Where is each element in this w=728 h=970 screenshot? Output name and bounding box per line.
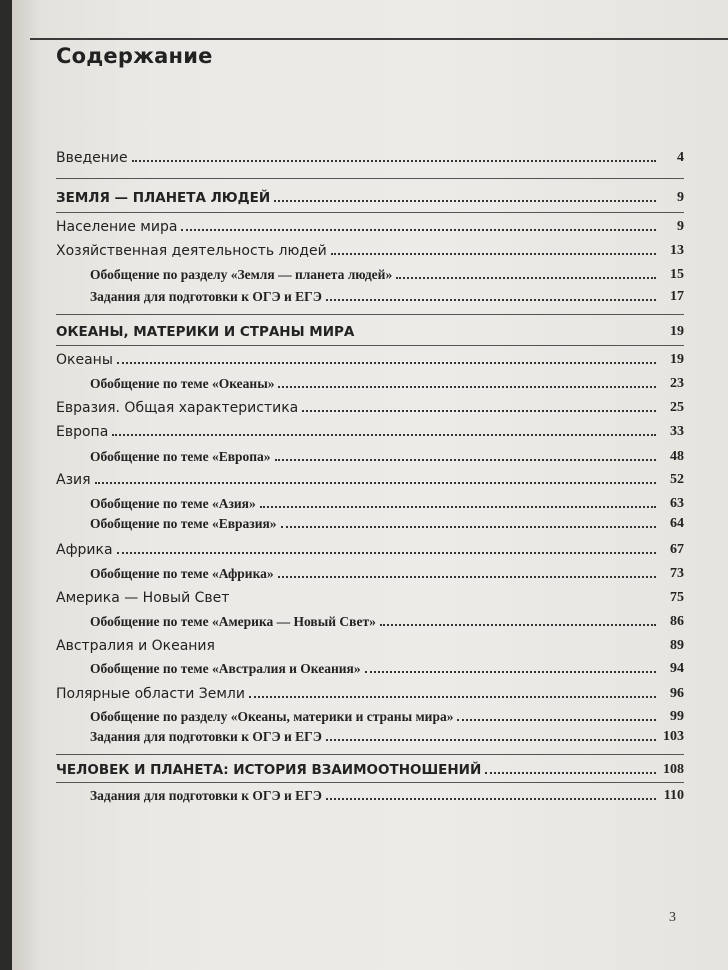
dot-leader [326, 739, 656, 741]
toc-subentry [90, 729, 684, 745]
toc-entry [56, 472, 684, 488]
page-number: 3 [669, 910, 676, 925]
toc-entry-page: 9 [677, 219, 684, 234]
toc-entry-page: 17 [670, 289, 684, 304]
toc-entry-page: 86 [670, 614, 684, 629]
toc-entry-title: Обобщение по теме «Европа» [90, 449, 271, 464]
dot-leader [457, 719, 656, 721]
toc-entry-title: Задания для подготовки к ОГЭ и ЕГЭ [90, 788, 322, 803]
toc-entry-page: 75 [670, 590, 684, 605]
toc-entry-page: 108 [663, 762, 684, 777]
dot-leader [117, 552, 656, 554]
toc-entry-title: Задания для подготовки к ОГЭ и ЕГЭ [90, 289, 322, 304]
toc-entry-title: Задания для подготовки к ОГЭ и ЕГЭ [90, 729, 322, 744]
dot-leader [380, 624, 656, 626]
toc-entry-title: Океаны [56, 352, 113, 368]
toc-section-heading [56, 762, 684, 778]
dot-leader [302, 410, 656, 412]
toc-entry-page: 67 [670, 542, 684, 557]
toc-entry [56, 400, 684, 416]
toc-entry-page: 96 [670, 686, 684, 701]
toc-entry-page: 63 [670, 496, 684, 511]
dot-leader [278, 576, 656, 578]
toc-entry-page: 99 [670, 709, 684, 724]
toc-entry-page: 13 [670, 243, 684, 258]
section-divider [56, 314, 684, 315]
toc-entry-page: 64 [670, 516, 684, 531]
toc-entry [56, 424, 684, 440]
toc-entry-title: ЧЕЛОВЕК И ПЛАНЕТА: ИСТОРИЯ ВЗАИМООТНОШЕНИЙ [56, 762, 482, 778]
toc-entry-title: Население мира [56, 219, 178, 235]
toc-entry [56, 590, 684, 606]
toc-entry [56, 542, 684, 558]
toc-entry-page: 4 [677, 150, 684, 165]
toc-entry-title: Введение [56, 150, 128, 166]
dot-leader [95, 482, 656, 484]
toc-subentry [90, 709, 684, 725]
dot-leader [278, 386, 656, 388]
toc-subentry [90, 289, 684, 305]
toc-entry-title: Обобщение по теме «Австралия и Океания» [90, 661, 361, 676]
dot-leader [281, 526, 656, 528]
dot-leader [249, 696, 656, 698]
dot-leader [117, 362, 656, 364]
toc-entry-title: Азия [56, 472, 91, 488]
toc-entry-title: Америка — Новый Свет [56, 590, 230, 606]
toc-entry-page: 23 [670, 376, 684, 391]
toc-section-heading [56, 190, 684, 206]
toc-entry [56, 686, 684, 702]
toc-entry-page: 73 [670, 566, 684, 581]
toc-entry-title: Обобщение по теме «Америка — Новый Свет» [90, 614, 376, 629]
toc-subentry [90, 788, 684, 804]
book-page [12, 0, 728, 970]
toc-entry [56, 638, 684, 654]
toc-entry-page: 9 [677, 190, 684, 205]
table-of-contents [12, 0, 728, 970]
dot-leader [396, 277, 656, 279]
toc-subentry [90, 566, 684, 582]
dot-leader [485, 772, 656, 774]
section-divider [56, 212, 684, 213]
toc-subentry [90, 376, 684, 392]
dot-leader [112, 434, 656, 436]
toc-entry-intro [56, 150, 684, 166]
dot-leader [326, 299, 656, 301]
section-divider [56, 345, 684, 346]
toc-entry-page: 25 [670, 400, 684, 415]
toc-entry-page: 110 [663, 788, 684, 803]
dot-leader [260, 506, 656, 508]
toc-entry-title: Полярные области Земли [56, 686, 245, 702]
toc-entry-title: Африка [56, 542, 113, 558]
toc-entry-title: Обобщение по теме «Азия» [90, 496, 256, 511]
toc-entry-title: Хозяйственная деятельность людей [56, 243, 327, 259]
toc-entry-title: Австралия и Океания [56, 638, 215, 654]
toc-subentry [90, 267, 684, 283]
section-divider [56, 782, 684, 783]
toc-entry-page: 15 [670, 267, 684, 282]
dot-leader [326, 798, 656, 800]
toc-entry-page: 94 [670, 661, 684, 676]
dot-leader [274, 200, 656, 202]
dot-leader [275, 459, 656, 461]
page-title: Содержание [56, 44, 213, 68]
toc-subentry [90, 449, 684, 465]
toc-entry [56, 219, 684, 235]
dot-leader [132, 160, 656, 162]
section-divider [56, 178, 684, 179]
toc-subentry [90, 661, 684, 677]
toc-section-heading [56, 324, 684, 340]
dot-leader [181, 229, 656, 231]
toc-entry-title: ОКЕАНЫ, МАТЕРИКИ И СТРАНЫ МИРА [56, 324, 355, 340]
dot-leader [331, 253, 656, 255]
toc-entry-title: Обобщение по разделу «Земля — планета людей» [90, 267, 393, 282]
toc-entry-title: Евразия. Общая характеристика [56, 400, 299, 416]
toc-entry [56, 243, 684, 259]
toc-entry-title: Обобщение по теме «Африка» [90, 566, 274, 581]
toc-entry-title: Обобщение по теме «Океаны» [90, 376, 275, 391]
toc-entry-page: 33 [670, 424, 684, 439]
toc-subentry [90, 516, 684, 532]
toc-entry-page: 19 [670, 352, 684, 367]
toc-entry [56, 352, 684, 368]
toc-entry-page: 52 [670, 472, 684, 487]
toc-entry-title: ЗЕМЛЯ — ПЛАНЕТА ЛЮДЕЙ [56, 190, 271, 206]
toc-entry-title: Обобщение по разделу «Океаны, материки и страны мира» [90, 709, 454, 724]
toc-entry-page: 89 [670, 638, 684, 653]
section-divider [56, 754, 684, 755]
toc-subentry [90, 614, 684, 630]
toc-entry-page: 19 [670, 324, 684, 339]
toc-subentry [90, 496, 684, 512]
dot-leader [365, 671, 656, 673]
toc-entry-page: 48 [670, 449, 684, 464]
toc-entry-title: Обобщение по теме «Евразия» [90, 516, 277, 531]
toc-entry-title: Европа [56, 424, 109, 440]
toc-entry-page: 103 [663, 729, 684, 744]
